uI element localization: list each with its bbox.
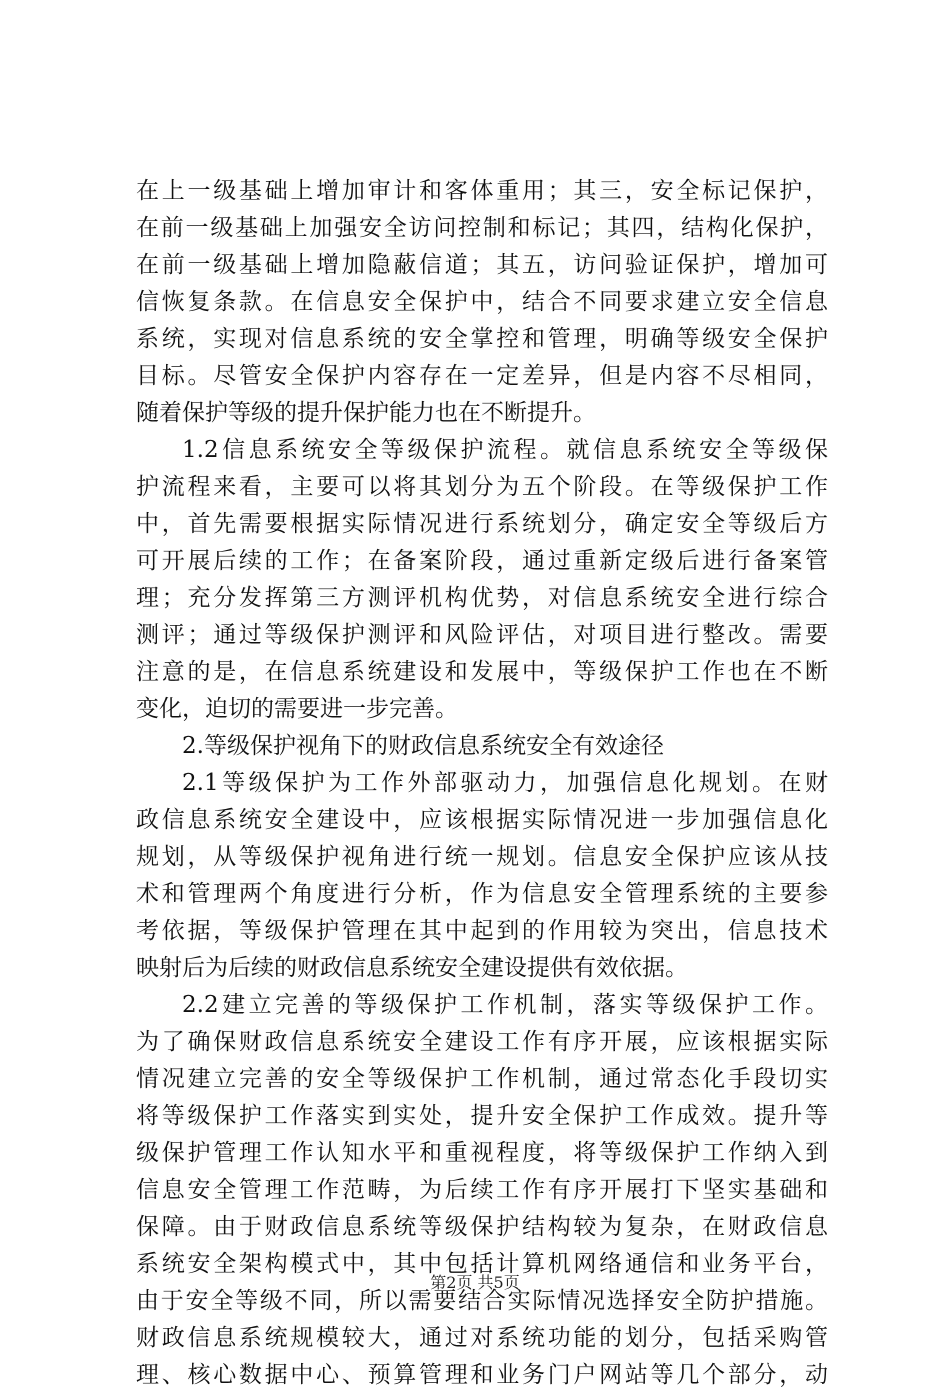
text-line: 信息安全管理工作范畴，为后续工作有序开展打下坚实基础和	[136, 1177, 828, 1203]
text-line: 中，首先需要根据实际情况进行系统划分，确定安全等级后方	[136, 511, 828, 537]
text-line: 在前一级基础上加强安全访问控制和标记；其四，结构化保护，	[136, 215, 828, 241]
paragraph-start-line: 1.2信息系统安全等级保护流程。就信息系统安全等级保	[182, 437, 828, 463]
text-line: 测评；通过等级保护测评和风险评估，对项目进行整改。需要	[136, 622, 828, 648]
paragraph-start-line: 2.2建立完善的等级保护工作机制，落实等级保护工作。	[182, 992, 828, 1018]
text-line: 将等级保护工作落实到实处，提升安全保护工作成效。提升等	[136, 1103, 828, 1129]
text-line: 考依据，等级保护管理在其中起到的作用较为突出，信息技术	[136, 918, 828, 944]
text-line: 变化，迫切的需要进一步完善。	[136, 696, 458, 722]
text-line: 在前一级基础上增加隐蔽信道；其五，访问验证保护，增加可	[136, 252, 828, 278]
text-line: 级保护管理工作认知水平和重视程度，将等级保护工作纳入到	[136, 1140, 828, 1166]
text-line: 为了确保财政信息系统安全建设工作有序开展，应该根据实际	[136, 1029, 828, 1055]
text-line: 随着保护等级的提升保护能力也在不断提升。	[136, 400, 596, 426]
paragraph-start-line: 2.1等级保护为工作外部驱动力，加强信息化规划。在财	[182, 770, 828, 796]
text-line: 映射后为后续的财政信息系统安全建设提供有效依据。	[136, 955, 688, 981]
text-line: 目标。尽管安全保护内容存在一定差异，但是内容不尽相同，	[136, 363, 828, 389]
text-line: 财政信息系统规模较大，通过对系统功能的划分，包括采购管	[136, 1325, 828, 1351]
text-line: 术和管理两个角度进行分析，作为信息安全管理系统的主要参	[136, 881, 828, 907]
text-line: 政信息系统安全建设中，应该根据实际情况进一步加强信息化	[136, 807, 828, 833]
text-line: 保障。由于财政信息系统等级保护结构较为复杂，在财政信息	[136, 1214, 828, 1240]
text-line: 系统安全架构模式中，其中包括计算机网络通信和业务平台，	[136, 1251, 828, 1277]
text-line: 护流程来看，主要可以将其划分为五个阶段。在等级保护工作	[136, 474, 828, 500]
text-line: 理；充分发挥第三方测评机构优势，对信息系统安全进行综合	[136, 585, 828, 611]
text-line: 理、核心数据中心、预算管理和业务门户网站等几个部分，动	[136, 1362, 828, 1388]
page-number-label: 第2页 共5页	[430, 1273, 520, 1292]
text-line: 系统，实现对信息系统的安全掌控和管理，明确等级安全保护	[136, 326, 828, 352]
text-line: 规划，从等级保护视角进行统一规划。信息安全保护应该从技	[136, 844, 828, 870]
section-heading: 2.等级保护视角下的财政信息系统安全有效途径	[182, 733, 664, 759]
text-line: 注意的是，在信息系统建设和发展中，等级保护工作也在不断	[136, 659, 828, 685]
text-line: 信恢复条款。在信息安全保护中，结合不同要求建立安全信息	[136, 289, 828, 315]
text-line: 在上一级基础上增加审计和客体重用；其三，安全标记保护，	[136, 178, 828, 204]
text-line: 由于安全等级不同，所以需要结合实际情况选择安全防护措施。	[136, 1288, 828, 1314]
text-line: 情况建立完善的安全等级保护工作机制，通过常态化手段切实	[136, 1066, 828, 1092]
text-line: 可开展后续的工作；在备案阶段，通过重新定级后进行备案管	[136, 548, 828, 574]
document-body	[136, 173, 828, 1394]
page-footer	[0, 1273, 950, 1293]
